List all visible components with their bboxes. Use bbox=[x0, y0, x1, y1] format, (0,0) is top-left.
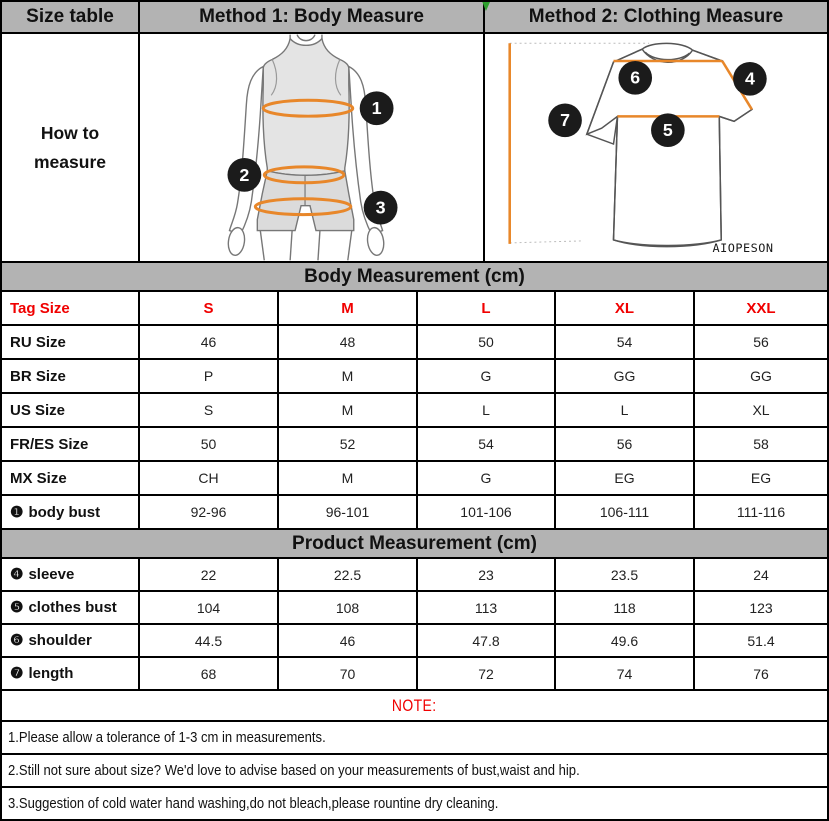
value-cell: XXL bbox=[695, 292, 827, 324]
row-label-text: Tag Size bbox=[10, 299, 70, 317]
value-cell: 74 bbox=[556, 658, 693, 689]
row-label-cell bbox=[2, 292, 138, 324]
table-row bbox=[2, 326, 827, 358]
how-to-measure-row bbox=[2, 34, 827, 261]
bust-marker-number: 1 bbox=[371, 98, 382, 119]
hip-marker-number: 3 bbox=[375, 197, 386, 218]
note-item-text: 3.Suggestion of cold water hand washing,do not bleach,please rountine dry cleaning. bbox=[8, 795, 499, 812]
value-cell: 108 bbox=[279, 592, 416, 623]
table-row bbox=[2, 658, 827, 689]
body-diagram-cell bbox=[140, 34, 483, 261]
value-cell: G bbox=[418, 462, 554, 494]
value-cell: 22 bbox=[140, 559, 277, 590]
value-cell: 113 bbox=[418, 592, 554, 623]
value-cell: 101-106 bbox=[418, 496, 554, 528]
value-cell: P bbox=[140, 360, 277, 392]
sleeve-marker-number: 4 bbox=[744, 68, 755, 89]
value-cell: 48 bbox=[279, 326, 416, 358]
row-label-text: BR Size bbox=[10, 367, 66, 385]
value-cell: GG bbox=[556, 360, 693, 392]
value-cell: L bbox=[418, 292, 554, 324]
size-table-title: Size table bbox=[2, 2, 138, 32]
row-marker-icon: ❶ bbox=[10, 503, 24, 521]
row-label-text: FR/ES Size bbox=[10, 435, 89, 453]
row-marker-icon: ❹ bbox=[10, 566, 24, 583]
value-cell: 50 bbox=[418, 326, 554, 358]
row-label-text: shoulder bbox=[28, 632, 92, 649]
method2-title: Method 2: Clothing Measure bbox=[485, 2, 827, 32]
note-item bbox=[2, 722, 827, 753]
table-row bbox=[2, 462, 827, 494]
value-cell: 106-111 bbox=[556, 496, 693, 528]
value-cell: 72 bbox=[418, 658, 554, 689]
value-cell: 104 bbox=[140, 592, 277, 623]
value-cell: S bbox=[140, 292, 277, 324]
note-item bbox=[2, 788, 827, 819]
row-label-cell bbox=[2, 592, 138, 623]
value-cell: 70 bbox=[279, 658, 416, 689]
value-cell: 52 bbox=[279, 428, 416, 460]
value-cell: 22.5 bbox=[279, 559, 416, 590]
value-cell: EG bbox=[695, 462, 827, 494]
value-cell: CH bbox=[140, 462, 277, 494]
value-cell: 46 bbox=[279, 625, 416, 656]
row-label-text: clothes bust bbox=[28, 599, 117, 616]
clothing-measure-diagram bbox=[485, 34, 827, 261]
clothing-diagram-cell bbox=[485, 34, 827, 261]
value-cell: 49.6 bbox=[556, 625, 693, 656]
row-label-cell bbox=[2, 625, 138, 656]
table-row bbox=[2, 394, 827, 426]
row-label-cell bbox=[2, 428, 138, 460]
value-cell: 56 bbox=[695, 326, 827, 358]
product-measurement-table bbox=[2, 559, 827, 689]
value-cell: XL bbox=[695, 394, 827, 426]
row-marker-icon: ❼ bbox=[10, 665, 24, 682]
table-row bbox=[2, 496, 827, 528]
value-cell: 111-116 bbox=[695, 496, 827, 528]
value-cell: 23.5 bbox=[556, 559, 693, 590]
how-to-measure-label bbox=[2, 34, 138, 261]
value-cell: 44.5 bbox=[140, 625, 277, 656]
body-measurement-band: Body Measurement (cm) bbox=[2, 263, 827, 290]
row-label-cell bbox=[2, 559, 138, 590]
method1-title: Method 1: Body Measure bbox=[140, 2, 483, 32]
value-cell: 68 bbox=[140, 658, 277, 689]
value-cell: 47.8 bbox=[418, 625, 554, 656]
row-label-cell bbox=[2, 462, 138, 494]
table-row bbox=[2, 292, 827, 324]
value-cell: S bbox=[140, 394, 277, 426]
body-measurement-table bbox=[2, 292, 827, 528]
row-label-text: body bust bbox=[28, 503, 101, 521]
value-cell: M bbox=[279, 394, 416, 426]
value-cell: 54 bbox=[556, 326, 693, 358]
row-label-text: RU Size bbox=[10, 333, 66, 351]
note-item-text: 2.Still not sure about size? We'd love to advise based on your measurements of bust,waist and hip. bbox=[8, 762, 580, 779]
row-label-text: length bbox=[28, 665, 74, 682]
row-label-cell bbox=[2, 394, 138, 426]
clothes-bust-marker-number: 5 bbox=[662, 120, 673, 141]
how-to-line1: How to bbox=[40, 122, 100, 143]
tank-top-shape bbox=[263, 39, 349, 176]
value-cell: L bbox=[556, 394, 693, 426]
value-cell: 56 bbox=[556, 428, 693, 460]
row-label-cell bbox=[2, 658, 138, 689]
row-marker-icon: ❻ bbox=[10, 632, 24, 649]
value-cell: L bbox=[418, 394, 554, 426]
value-cell: XL bbox=[556, 292, 693, 324]
value-cell: 58 bbox=[695, 428, 827, 460]
value-cell: 76 bbox=[695, 658, 827, 689]
length-marker-number: 7 bbox=[560, 110, 571, 131]
value-cell: M bbox=[279, 360, 416, 392]
notes-list bbox=[2, 722, 827, 819]
value-cell: 92-96 bbox=[140, 496, 277, 528]
product-measurement-band: Product Measurement (cm) bbox=[2, 530, 827, 557]
table-row bbox=[2, 559, 827, 590]
value-cell: 46 bbox=[140, 326, 277, 358]
table-row bbox=[2, 592, 827, 623]
row-label-cell bbox=[2, 496, 138, 528]
value-cell: 118 bbox=[556, 592, 693, 623]
table-row bbox=[2, 428, 827, 460]
value-cell: 23 bbox=[418, 559, 554, 590]
table-row bbox=[2, 625, 827, 656]
value-cell: 123 bbox=[695, 592, 827, 623]
row-label-text: MX Size bbox=[10, 469, 67, 487]
value-cell: 54 bbox=[418, 428, 554, 460]
row-label-text: sleeve bbox=[28, 566, 75, 583]
note-title-row bbox=[2, 691, 827, 720]
row-label-cell bbox=[2, 360, 138, 392]
body-measure-diagram bbox=[140, 34, 483, 261]
note-item-text: 1.Please allow a tolerance of 1-3 cm in measurements. bbox=[8, 729, 326, 746]
row-label-text: US Size bbox=[10, 401, 66, 419]
value-cell: 51.4 bbox=[695, 625, 827, 656]
value-cell: 96-101 bbox=[279, 496, 416, 528]
top-header-row bbox=[2, 2, 827, 32]
value-cell: 50 bbox=[140, 428, 277, 460]
value-cell: EG bbox=[556, 462, 693, 494]
note-title: NOTE: bbox=[392, 695, 437, 715]
table-row bbox=[2, 360, 827, 392]
value-cell: M bbox=[279, 292, 416, 324]
value-cell: 24 bbox=[695, 559, 827, 590]
shoulder-marker-number: 6 bbox=[630, 67, 641, 88]
row-label-cell bbox=[2, 326, 138, 358]
brand-text: AIOPESON bbox=[712, 240, 774, 255]
waist-marker-number: 2 bbox=[239, 164, 250, 185]
value-cell: M bbox=[279, 462, 416, 494]
value-cell: GG bbox=[695, 360, 827, 392]
row-marker-icon: ❺ bbox=[10, 599, 24, 616]
value-cell: G bbox=[418, 360, 554, 392]
note-item bbox=[2, 755, 827, 786]
how-to-line2: measure bbox=[34, 151, 106, 172]
